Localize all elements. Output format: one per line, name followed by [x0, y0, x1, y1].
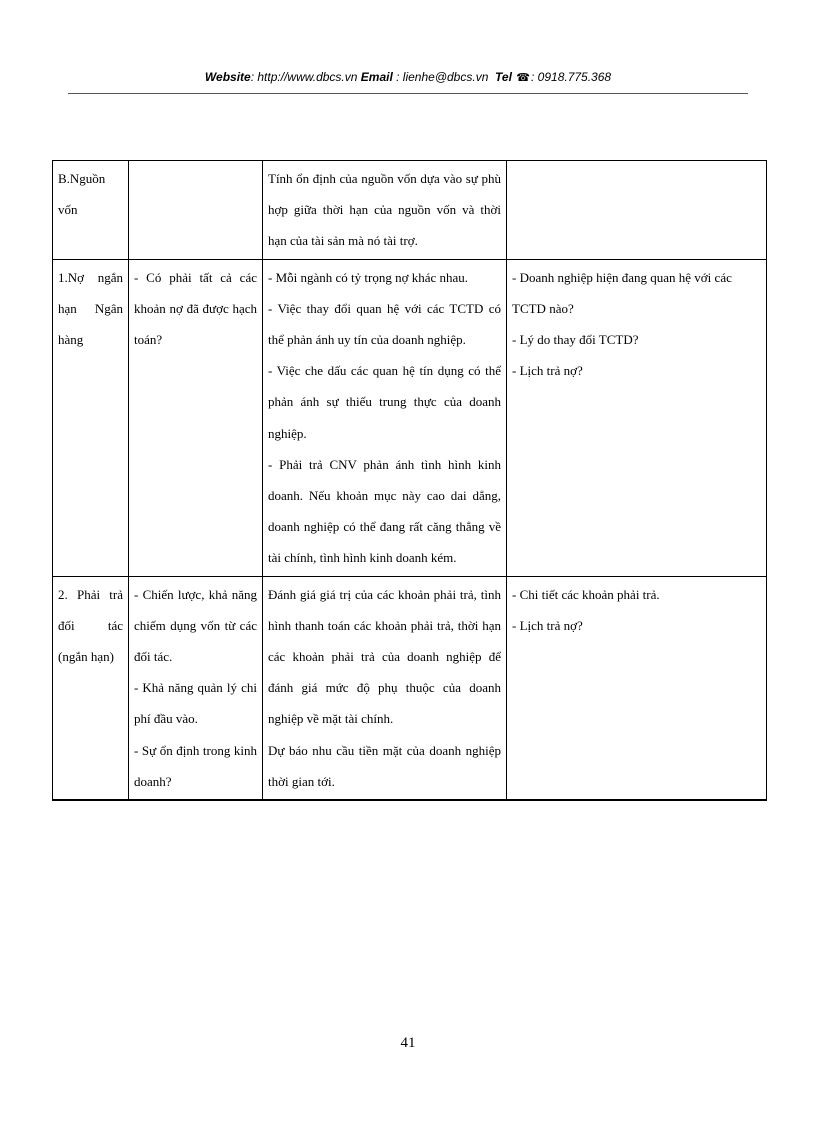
- cell-text: - Mỗi ngành có tỷ trọng nợ khác nhau.: [268, 269, 469, 285]
- table-cell-col1: [53, 259, 129, 576]
- table-cell-col1: [53, 576, 129, 800]
- cell-text: - Lý do thay đổi TCTD?: [512, 332, 639, 348]
- cell-text: - Doanh nghiệp hiện đang quan hệ với các TCTD nào?: [512, 269, 732, 316]
- cell-text: - Khả năng quản lý chi phí đầu vào.: [134, 680, 257, 727]
- table-cell-col1: [53, 161, 129, 260]
- cell-text: - Lịch trả nợ?: [512, 617, 583, 633]
- cell-text: - Lịch trả nợ?: [512, 363, 583, 379]
- website-label: Website: [204, 70, 251, 84]
- analysis-table: [52, 160, 767, 801]
- table-body: [53, 161, 767, 801]
- cell-text: - Phải trả CNV phản ánh tình hình kinh doanh. Nếu khoản mục này cao dai dẳng, doanh nghiệp có thể đang rất căng thẳng về tài chính, tình hình kinh doanh kém.: [268, 456, 501, 566]
- cell-text: - Việc thay đổi quan hệ với các TCTD có thể phản ánh uy tín của doanh nghiệp.: [268, 300, 501, 348]
- cell-text: 2. Phải trả đối tác (ngắn hạn): [58, 586, 123, 665]
- tel-label: Tel: [495, 70, 512, 84]
- tel-value: : 0918.775.368: [531, 70, 612, 84]
- table-cell-col4: [507, 576, 767, 800]
- page-number: 41: [400, 1035, 416, 1051]
- table-row: [53, 576, 767, 800]
- table-cell-col2: [129, 161, 263, 260]
- cell-text: Tính ổn định của nguồn vốn dựa vào sự phù hợp giữa thời hạn của nguồn vốn và thời hạn của tài sản mà nó tài trợ.: [268, 171, 501, 249]
- cell-text: Dự báo nhu cầu tiền mặt của doanh nghiệp thời gian tới.: [268, 742, 501, 789]
- table-cell-col3: [263, 161, 507, 260]
- cell-text: - Sự ổn định trong kinh doanh?: [134, 742, 257, 789]
- table-cell-col4: [507, 161, 767, 260]
- table-cell-col2: [129, 576, 263, 800]
- email-label: Email: [360, 70, 393, 84]
- telephone-icon: ☎: [516, 72, 530, 84]
- table-cell-col4: [507, 259, 767, 576]
- table-row: [53, 161, 767, 260]
- cell-text: - Việc che dấu các quan hệ tín dụng có thể phản ánh sự thiếu trung thực của doanh nghiệp.: [268, 363, 501, 441]
- header-divider: [68, 93, 748, 94]
- table-cell-col3: [263, 576, 507, 800]
- cell-text: Đánh giá giá trị của các khoản phải trả, tình hình thanh toán các khoản phải trả, thời hạn các khoản phải trả của doanh nghiệp để đánh giá mức độ phụ thuộc của doanh nghiệp về mặt tài chính.: [268, 586, 501, 727]
- cell-text: - Có phải tất cả các khoản nợ đã được hạch toán?: [134, 269, 257, 348]
- website-value: : http://www.dbcs.vn: [250, 70, 358, 84]
- table-cell-col2: [129, 259, 263, 576]
- table-cell-col3: [263, 259, 507, 576]
- page-header: [0, 70, 816, 84]
- email-value: : lienhe@dbcs.vn: [392, 70, 489, 84]
- cell-text: B.Nguồn vốn: [58, 171, 106, 218]
- table-row: [53, 259, 767, 576]
- cell-text: 1.Nợ ngắn hạn Ngân hàng: [58, 269, 123, 348]
- cell-text: - Chiến lược, khả năng chiếm dụng vốn từ các đối tác.: [134, 586, 257, 665]
- cell-text: - Chi tiết các khoản phải trả.: [512, 586, 660, 602]
